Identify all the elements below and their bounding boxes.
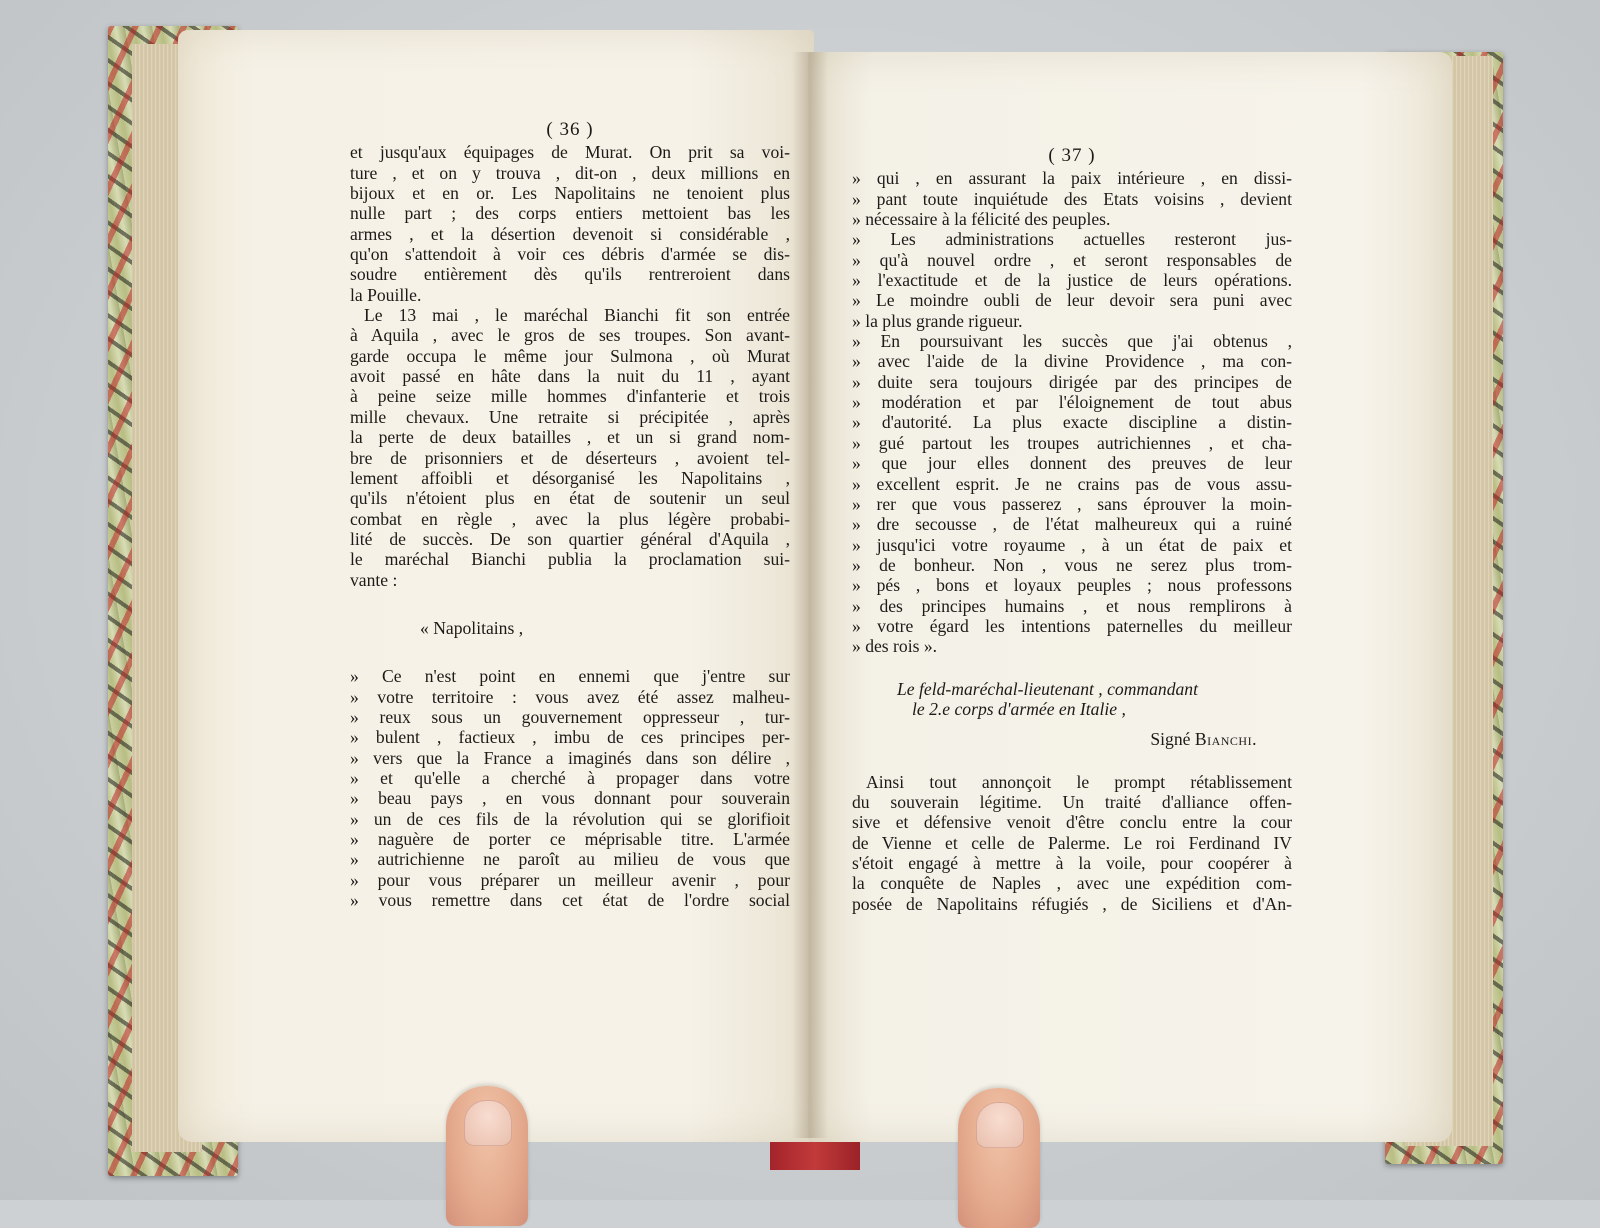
proclamation-salutation: « Napolitains , bbox=[420, 617, 524, 638]
proclamation-line: » dre secousse , de l'état malheureux qui a ruiné bbox=[852, 514, 1292, 535]
text-line: à Aquila , avec le gros de ses troupes. Son avant- bbox=[350, 325, 790, 346]
gutter-shadow bbox=[792, 52, 828, 1138]
proclamation-line: » et qu'elle a cherché à propager dans votre bbox=[350, 767, 790, 788]
proclamation-line: » pant toute inquiétude des Etats voisins , devient bbox=[852, 188, 1292, 209]
proclamation-line: » avec l'aide de la divine Providence , ma con- bbox=[852, 351, 1292, 372]
text-line: le maréchal Bianchi publia la proclamation sui- bbox=[350, 549, 790, 570]
text-line: ture , et on y trouva , dit-on , deux millions en bbox=[350, 162, 790, 183]
page-number-right: ( 37 ) bbox=[1048, 145, 1096, 166]
proclamation-line: » pour vous préparer un meilleur avenir , pour bbox=[350, 869, 790, 890]
proclamation-line: » Les administrations actuelles resteront jus- bbox=[852, 229, 1292, 250]
proclamation-line: » des principes humains , et nous remplirons à bbox=[852, 595, 1292, 616]
text-line: la Pouille. bbox=[350, 284, 422, 305]
proclamation-line: » que jour elles donnent des preuves de leur bbox=[852, 453, 1292, 474]
text-line: bre de prisonniers et de déserteurs , avoient tel- bbox=[350, 447, 790, 468]
proclamation-line: » reux sous un gouvernement oppresseur , tur- bbox=[350, 706, 790, 727]
text-line: Le 13 mai , le maréchal Bianchi fit son entrée bbox=[364, 305, 790, 326]
proclamation-line: » votre territoire : vous avez été assez malheu- bbox=[350, 686, 790, 707]
text-line: soudre entièrement dès qu'ils rentreroient dans bbox=[350, 264, 790, 285]
proclamation-line: » pés , bons et loyaux peuples ; nous professons bbox=[852, 575, 1292, 596]
signed-name: Bianchi. bbox=[1194, 729, 1257, 750]
text-line: s'étoit engagé à mettre à la voile, pour coopérer à bbox=[852, 853, 1292, 873]
signature-title-line: Le feld-maréchal-lieutenant , commandant bbox=[897, 678, 1198, 699]
text-line: qu'ils n'étoient plus en état de soutenir un seul bbox=[350, 488, 790, 509]
text-line: du souverain légitime. Un traité d'alliance offen- bbox=[852, 791, 1292, 812]
text-line: à peine seize mille hommes d'infanterie et trois bbox=[350, 386, 790, 407]
left-thumb bbox=[446, 1086, 528, 1226]
text-line: de Vienne et celle de Palerme. Le roi Ferdinand IV bbox=[852, 832, 1292, 853]
proclamation-line: » excellent esprit. Je ne crains pas de vous assu- bbox=[852, 473, 1292, 494]
text-line: bijoux et en or. Les Napolitains ne tenoient plus bbox=[350, 183, 790, 204]
proclamation-line: » En poursuivant les succès que j'ai obtenus , bbox=[852, 331, 1292, 352]
text-line: qu'on s'attendoit à voir ces débris d'armée se dis- bbox=[350, 244, 790, 265]
text-line: nulle part ; des corps entiers mettoient bas les bbox=[350, 203, 790, 224]
proclamation-line: » de bonheur. Non , vous ne serez plus trom- bbox=[852, 554, 1292, 575]
proclamation-line: » des rois ». bbox=[852, 636, 938, 657]
text-line: combat en règle , avec la plus légère probabi- bbox=[350, 508, 790, 529]
proclamation-line: » l'exactitude et de la justice de leurs opérations. bbox=[852, 270, 1292, 291]
left-page-text bbox=[350, 120, 790, 910]
text-line: et jusqu'aux équipages de Murat. On prit sa voi- bbox=[350, 142, 790, 163]
proclamation-line: » vers que la France a imaginés dans son délire , bbox=[350, 747, 790, 768]
proclamation-line: » autrichienne ne paroît au milieu de vous que bbox=[350, 849, 790, 870]
signature-title-line: le 2.e corps d'armée en Italie , bbox=[912, 698, 1126, 719]
proclamation-line: » Ce n'est point en ennemi que j'entre sur bbox=[350, 666, 790, 687]
proclamation-line: » duite sera toujours dirigée par des principes de bbox=[852, 371, 1292, 392]
proclamation-line: » bulent , factieux , imbu de ces principes per- bbox=[350, 727, 790, 748]
thumbnail-nail bbox=[976, 1102, 1024, 1148]
proclamation-line: » gué partout les troupes autrichiennes , et cha- bbox=[852, 432, 1292, 453]
signed-prefix: Signé bbox=[1150, 729, 1191, 750]
proclamation-line: » jusqu'ici votre royaume , à un état de paix et bbox=[852, 534, 1292, 555]
text-line: lement affoibli et désorganisé les Napolitains , bbox=[350, 467, 790, 488]
proclamation-line: » qu'à nouvel ordre , et seront responsables de bbox=[852, 249, 1292, 270]
proclamation-line: » rer que vous passerez , sans éprouver la moin- bbox=[852, 493, 1292, 514]
text-line: armes , et la désertion devenoit si considérable , bbox=[350, 223, 790, 244]
proclamation-line: » vous remettre dans cet état de l'ordre social bbox=[350, 890, 790, 911]
proclamation-line: » la plus grande rigueur. bbox=[852, 310, 1023, 331]
thumbnail-nail bbox=[464, 1100, 512, 1146]
text-line: posée de Napolitains réfugiés , de Siciliens et d'An- bbox=[852, 893, 1292, 914]
proclamation-line: » nécessaire à la félicité des peuples. bbox=[852, 209, 1111, 230]
proclamation-line: » modération et par l'éloignement de tout abus bbox=[852, 392, 1292, 413]
page-number-left: ( 36 ) bbox=[546, 119, 594, 140]
proclamation-line: » Le moindre oubli de leur devoir sera puni avec bbox=[852, 290, 1292, 311]
signature bbox=[852, 729, 1292, 749]
text-line: mille chevaux. Une retraite si précipitée , après bbox=[350, 406, 790, 427]
proclamation-line: » un de ces fils de la révolution qui se glorifioit bbox=[350, 808, 790, 829]
text-line: lité de succès. De son quartier général d'Aquila , bbox=[350, 528, 790, 549]
text-line: avoit passé en hâte dans la nuit du 11 , ayant bbox=[350, 366, 790, 387]
text-line: la perte de deux batailles , et un si grand nom- bbox=[350, 427, 790, 448]
proclamation-line: » votre égard les intentions paternelles du meilleur bbox=[852, 615, 1292, 636]
proclamation-line: » beau pays , en vous donnant pour souverain bbox=[350, 788, 790, 809]
text-line: Ainsi tout annonçoit le prompt rétablissement bbox=[866, 771, 1292, 792]
proclamation-line: » naguère de porter ce méprisable titre. L'armée bbox=[350, 829, 790, 849]
right-page-text bbox=[852, 146, 1292, 914]
text-line: garde occupa le même jour Sulmona , où Murat bbox=[350, 345, 790, 366]
text-line: vante : bbox=[350, 569, 398, 590]
right-thumb bbox=[958, 1088, 1040, 1228]
text-line: la conquête de Naples , avec une expédition com- bbox=[852, 873, 1292, 894]
proclamation-line: » d'autorité. La plus exacte discipline a distin- bbox=[852, 412, 1292, 433]
proclamation-line: » qui , en assurant la paix intérieure , en dissi- bbox=[852, 168, 1292, 189]
text-line: sive et défensive venoit d'être conclu entre la cour bbox=[852, 812, 1292, 833]
